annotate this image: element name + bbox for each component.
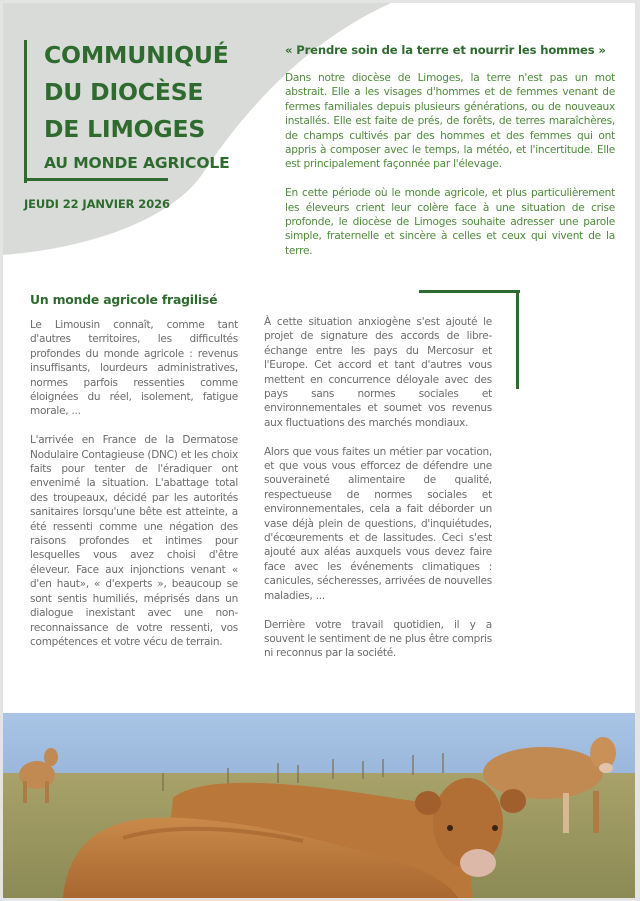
intro-paragraph: Dans notre diocèse de Limoges, la terre n'est pas un mot abstrait. Elle a les visages d'hommes et de femmes venant de fermes familiales depuis plusieurs générations, ou de nouveaux installés. Elle est faite de prés, de forêts, de terres maraîchères, de champs cultivés par des hommes et des femmes qui ont appris à composer avec le temps, la météo, et l'incertitude. Elle est principalement façonnée par l'élevage. — [285, 72, 615, 171]
title-bracket-vertical — [24, 40, 27, 183]
quote-heading: « Prendre soin de la terre et nourrir les hommes » — [285, 43, 606, 57]
cattle-pasture-photo — [3, 713, 635, 898]
communique-page — [3, 3, 635, 898]
intro-paragraph: En cette période où le monde agricole, et plus particulièrement les éleveurs crient leur colère face à une situation de crise profonde, le diocèse de Limoges souhaite adresser une parole simple, fraternelle et sincère à celles et ceux qui vivent de la terre. — [285, 187, 615, 257]
column-bracket-horizontal — [419, 290, 520, 293]
left-column — [30, 318, 238, 664]
section-heading: Un monde agricole fragilisé — [30, 292, 218, 307]
column-bracket-vertical — [516, 290, 519, 389]
intro-text — [285, 71, 615, 273]
right-column — [264, 315, 492, 675]
title-bracket-horizontal — [24, 178, 168, 181]
body-paragraph: À cette situation anxiogène s'est ajouté le projet de signature des accords de libre-échange entre les pays du Mercosur et l'Europe. Cet accord et tant d'autres vous mettent en concurrence déloyale avec des pays sans normes sociales et environnementales et soumet vos revenus aux fluctuations des marchés mondiaux. — [264, 316, 492, 429]
title-line-2: DU DIOCÈSE — [44, 78, 204, 106]
page-subtitle: AU MONDE AGRICOLE — [44, 154, 230, 172]
body-paragraph: Alors que vous faites un métier par vocation, et que vous vous efforcez de défendre une souveraineté alimentaire de qualité, respectueuse de normes sociales et environnementales, cela a fait déborder un vase déjà plein de questions, d'inquiétudes, d'écœurements et de lassitudes. Ceci s'est ajouté aux aléas auxquels vous devez faire face avec les événements climatiques : canicules, sécheresses, arrivées de nouvelles maladies, ... — [264, 445, 492, 602]
title-line-3: DE LIMOGES — [44, 115, 206, 143]
body-paragraph: Le Limousin connaît, comme tant d'autres territoires, les difficultés profondes du monde agricole : revenus insuffisants, lourdeurs administratives, normes parfois ressenties comme éloignées du réel, isolement, fatigue morale, ... — [30, 319, 238, 418]
body-paragraph: L'arrivée en France de la Dermatose Nodulaire Contagieuse (DNC) et les choix faits pour tenter de l'éradiquer ont envenimé la situation. L'abattage total des troupeaux, décidé par les autorités sanitaires lorsqu'une bête est atteinte, a été ressenti comme une négation des raisons profondes et intimes pour lesquelles vous avez choisi d'être éleveur. Face aux injonctions venant « d'en haut», « d'experts », beaucoup se sont sentis humiliés, méprisés dans un dialogue inexistant avec une non-reconnaissance de votre ressenti, vos compétences et votre vécu de terrain. — [30, 434, 238, 648]
page-title — [44, 37, 230, 177]
publication-date: JEUDI 22 JANVIER 2026 — [24, 197, 170, 211]
title-line-1: COMMUNIQUÉ — [44, 41, 229, 69]
body-paragraph: Derrière votre travail quotidien, il y a souvent le sentiment de ne plus être compris ni reconnus par la société. — [264, 618, 492, 660]
photo-illustration — [3, 713, 635, 898]
